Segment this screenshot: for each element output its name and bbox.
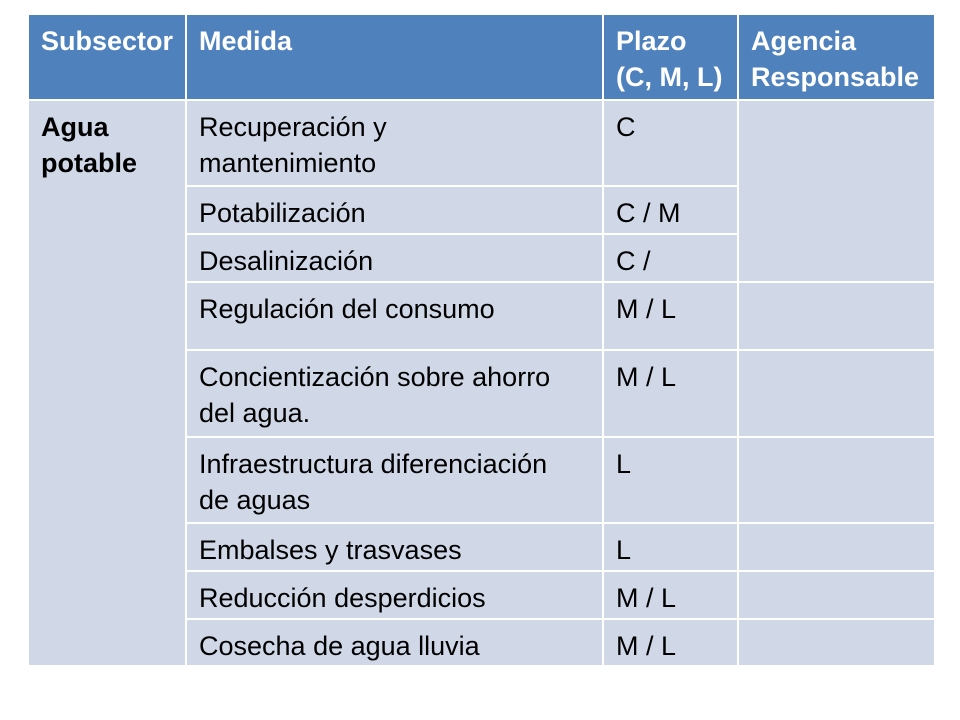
table-row <box>28 100 935 186</box>
medida-cell: Recuperación y mantenimiento <box>186 100 603 186</box>
plazo-cell: C <box>603 100 738 186</box>
medida-cell: Potabilización <box>186 186 603 234</box>
medida-cell: Embalses y trasvases <box>186 523 603 571</box>
header-agencia: Agencia Responsable <box>738 14 935 100</box>
subsector-cell: Agua potable <box>28 100 186 666</box>
agencia-cell <box>738 350 935 437</box>
agencia-cell <box>738 619 935 666</box>
plazo-cell: L <box>603 523 738 571</box>
agencia-cell <box>738 282 935 350</box>
medida-cell: Reducción desperdicios <box>186 571 603 619</box>
measures-table <box>27 13 936 667</box>
agencia-cell <box>738 437 935 523</box>
medida-cell: Concientización sobre ahorro del agua. <box>186 350 603 437</box>
plazo-cell: M / L <box>603 571 738 619</box>
header-subsector: Subsector <box>28 14 186 100</box>
agencia-cell <box>738 571 935 619</box>
medida-cell: Cosecha de agua lluvia <box>186 619 603 666</box>
agencia-cell <box>738 100 935 282</box>
plazo-cell: C / M <box>603 186 738 234</box>
header-row <box>28 14 935 100</box>
header-medida: Medida <box>186 14 603 100</box>
plazo-cell: M / L <box>603 619 738 666</box>
plazo-cell: C / <box>603 234 738 282</box>
plazo-cell: L <box>603 437 738 523</box>
plazo-cell: M / L <box>603 282 738 350</box>
plazo-cell: M / L <box>603 350 738 437</box>
medida-cell: Regulación del consumo <box>186 282 603 350</box>
header-plazo: Plazo (C, M, L) <box>603 14 738 100</box>
agencia-cell <box>738 523 935 571</box>
medida-cell: Desalinización <box>186 234 603 282</box>
medida-cell: Infraestructura diferenciación de aguas <box>186 437 603 523</box>
